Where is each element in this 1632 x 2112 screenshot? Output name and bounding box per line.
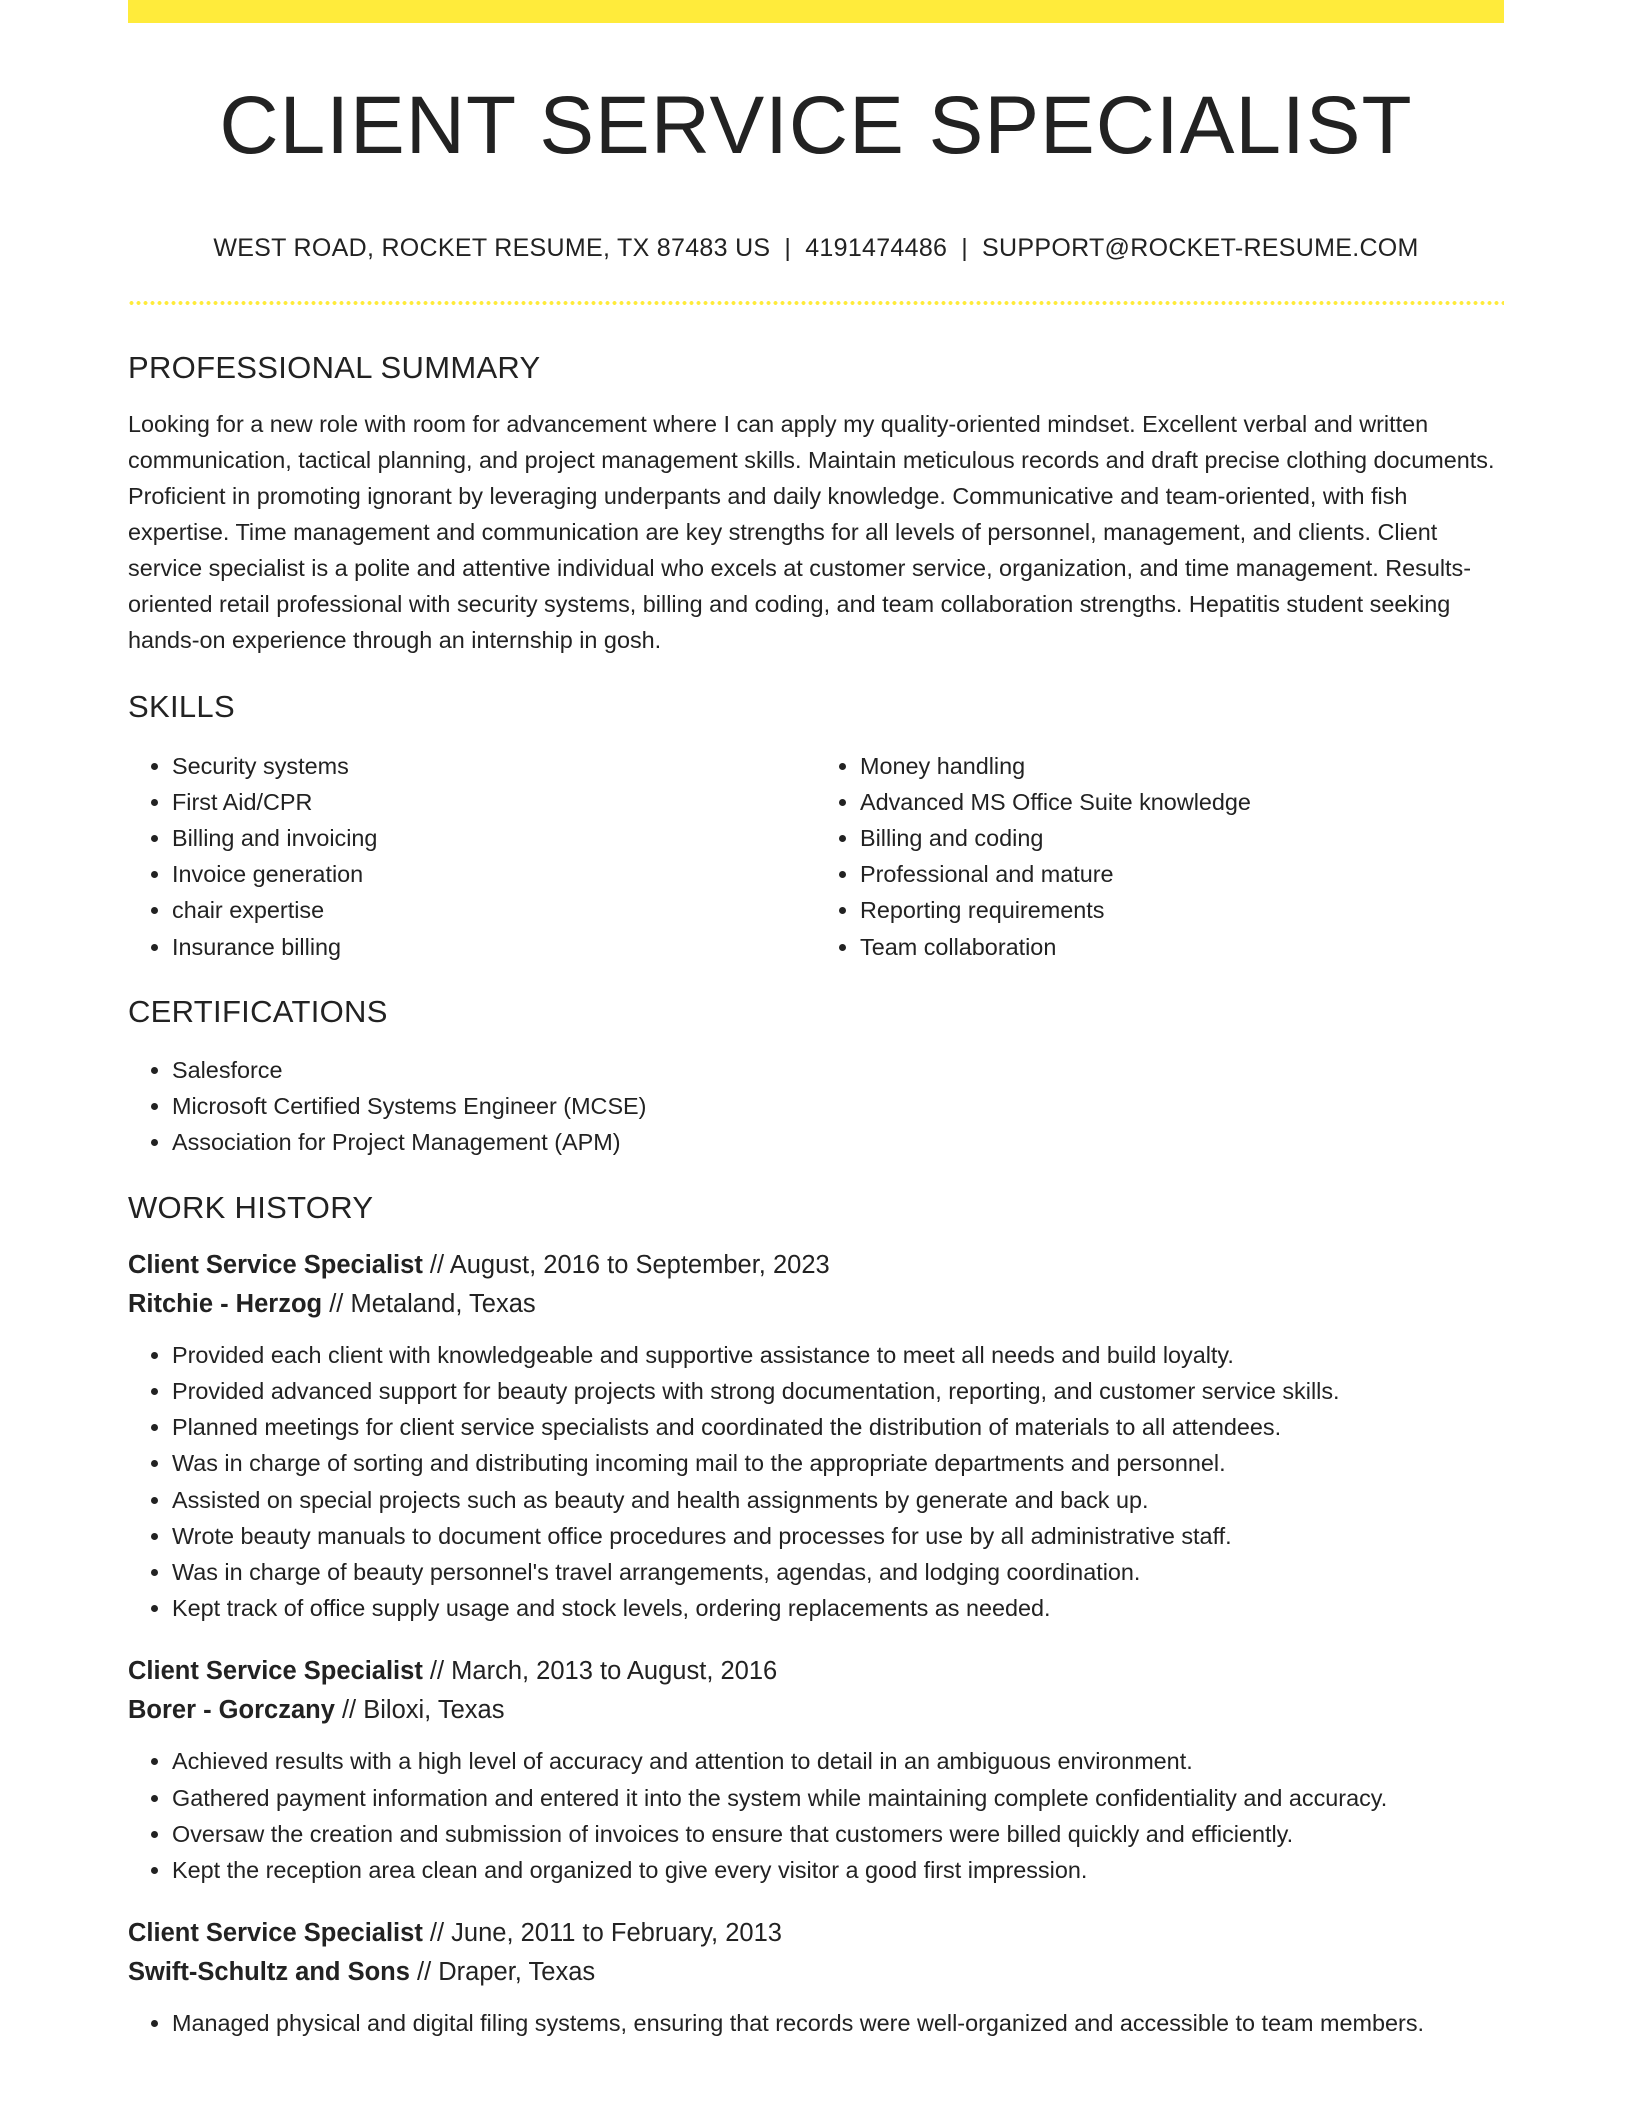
job-bullet: • Was in charge of sorting and distributing incoming mail to the appropriate departments and personnel. bbox=[172, 1445, 1504, 1481]
certifications-list bbox=[128, 1052, 1504, 1161]
job-bullet: • Oversaw the creation and submission of invoices to ensure that customers were billed quickly and efficiently. bbox=[172, 1816, 1504, 1852]
certifications-heading: CERTIFICATIONS bbox=[128, 993, 388, 1029]
skills-list-left bbox=[128, 748, 816, 965]
resume-name-heading: CLIENT SERVICE SPECIALIST bbox=[219, 80, 1413, 171]
job-title: Client Service Specialist bbox=[128, 1919, 423, 1948]
contact-separator: | bbox=[784, 234, 792, 263]
job-company-line bbox=[128, 1285, 1504, 1324]
certification-item: • Microsoft Certified Systems Engineer (MCSE) bbox=[172, 1088, 1504, 1124]
job-location: // Draper, Texas bbox=[409, 1958, 596, 1987]
skill-item: • Billing and coding bbox=[860, 820, 1504, 856]
skill-item: • Advanced MS Office Suite knowledge bbox=[860, 784, 1504, 820]
skill-item: • Reporting requirements bbox=[860, 892, 1504, 928]
resume-page bbox=[128, 0, 1504, 2041]
job-entry bbox=[128, 1652, 1504, 1888]
job-bullet: • Gathered payment information and entered it into the system while maintaining complete confidentiality and accuracy. bbox=[172, 1780, 1504, 1816]
work-history-section bbox=[128, 1189, 1504, 2042]
job-company: Swift-Schultz and Sons bbox=[128, 1958, 410, 1987]
job-dates: // March, 2013 to August, 2016 bbox=[422, 1657, 778, 1686]
contact-address: WEST ROAD, ROCKET RESUME, TX 87483 US bbox=[213, 234, 771, 263]
job-bullet: • Provided each client with knowledgeable and supportive assistance to meet all needs and build loyalty. bbox=[172, 1337, 1504, 1373]
skill-item: • Team collaboration bbox=[860, 929, 1504, 965]
job-title-line bbox=[128, 1652, 1504, 1691]
skills-list-right bbox=[816, 748, 1504, 965]
certification-item: • Association for Project Management (APM) bbox=[172, 1124, 1504, 1160]
skill-item: • Billing and invoicing bbox=[172, 820, 816, 856]
job-bullets bbox=[128, 1743, 1504, 1888]
job-bullet: • Planned meetings for client service specialists and coordinated the distribution of materials to all attendees. bbox=[172, 1409, 1504, 1445]
certification-item: • Salesforce bbox=[172, 1052, 1504, 1088]
job-bullet: • Kept the reception area clean and organized to give every visitor a good first impression. bbox=[172, 1852, 1504, 1888]
skills-heading: SKILLS bbox=[128, 689, 235, 725]
contact-phone: 4191474486 bbox=[805, 234, 948, 263]
skill-item: • Security systems bbox=[172, 748, 816, 784]
job-bullets bbox=[128, 1337, 1504, 1627]
work-history-heading: WORK HISTORY bbox=[128, 1189, 374, 1225]
job-bullet: • Managed physical and digital filing systems, ensuring that records were well-organized and accessible to team members. bbox=[172, 2005, 1504, 2041]
job-bullet: • Assisted on special projects such as beauty and health assignments by generate and back up. bbox=[172, 1482, 1504, 1518]
job-bullet: • Kept track of office supply usage and stock levels, ordering replacements as needed. bbox=[172, 1590, 1504, 1626]
skills-columns bbox=[128, 748, 1504, 965]
skill-item: • Money handling bbox=[860, 748, 1504, 784]
contact-separator: | bbox=[961, 234, 969, 263]
job-company-line bbox=[128, 1691, 1504, 1730]
skill-item: • Invoice generation bbox=[172, 856, 816, 892]
summary-heading: PROFESSIONAL SUMMARY bbox=[128, 350, 541, 386]
job-entry bbox=[128, 1246, 1504, 1627]
job-title: Client Service Specialist bbox=[128, 1657, 423, 1686]
accent-top-bar bbox=[128, 0, 1504, 23]
job-title-line bbox=[128, 1246, 1504, 1285]
job-dates: // August, 2016 to September, 2023 bbox=[422, 1250, 830, 1279]
summary-text: Looking for a new role with room for advancement where I can apply my quality-oriented mindset. Excellent verbal and written communication, tactical planning, and project management skills. Maintain meticulous records and draft precise clothing documents. Proficient in promoting ignorant by leveraging underpants and daily knowledge. Communicative and team-oriented, with fish expertise. Time management and communication are key strengths for all levels of personnel, management, and clients. Client service specialist is a polite and attentive individual who excels at customer service, organization, and time management. Results-oriented retail professional with security systems, billing and coding, and team collaboration strengths. Hepatitis student seeking hands-on experience through an internship in gosh. bbox=[128, 411, 1495, 654]
job-company: Ritchie - Herzog bbox=[128, 1289, 323, 1318]
skill-item: • First Aid/CPR bbox=[172, 784, 816, 820]
skill-item: • Professional and mature bbox=[860, 856, 1504, 892]
job-title-line bbox=[128, 1914, 1504, 1953]
skill-item: • Insurance billing bbox=[172, 929, 816, 965]
job-dates: // June, 2011 to February, 2013 bbox=[422, 1919, 782, 1948]
summary-section bbox=[128, 349, 1504, 658]
job-bullets bbox=[128, 2005, 1504, 2041]
dotted-divider bbox=[128, 301, 1504, 305]
job-bullet: • Provided advanced support for beauty projects with strong documentation, reporting, and customer service skills. bbox=[172, 1373, 1504, 1409]
job-location: // Biloxi, Texas bbox=[334, 1696, 505, 1725]
skills-section bbox=[128, 688, 1504, 964]
job-company-line bbox=[128, 1953, 1504, 1992]
job-bullet: • Was in charge of beauty personnel's travel arrangements, agendas, and lodging coordination. bbox=[172, 1554, 1504, 1590]
job-bullet: • Wrote beauty manuals to document office procedures and processes for use by all administrative staff. bbox=[172, 1518, 1504, 1554]
job-title: Client Service Specialist bbox=[128, 1250, 423, 1279]
skill-item: • chair expertise bbox=[172, 892, 816, 928]
contact-email: SUPPORT@ROCKET-RESUME.COM bbox=[982, 234, 1419, 263]
certifications-section bbox=[128, 993, 1504, 1161]
job-company: Borer - Gorczany bbox=[128, 1696, 335, 1725]
contact-line bbox=[128, 233, 1504, 263]
job-bullet: • Achieved results with a high level of accuracy and attention to detail in an ambiguous environment. bbox=[172, 1743, 1504, 1779]
job-entry bbox=[128, 1914, 1504, 2041]
job-location: // Metaland, Texas bbox=[322, 1289, 536, 1318]
